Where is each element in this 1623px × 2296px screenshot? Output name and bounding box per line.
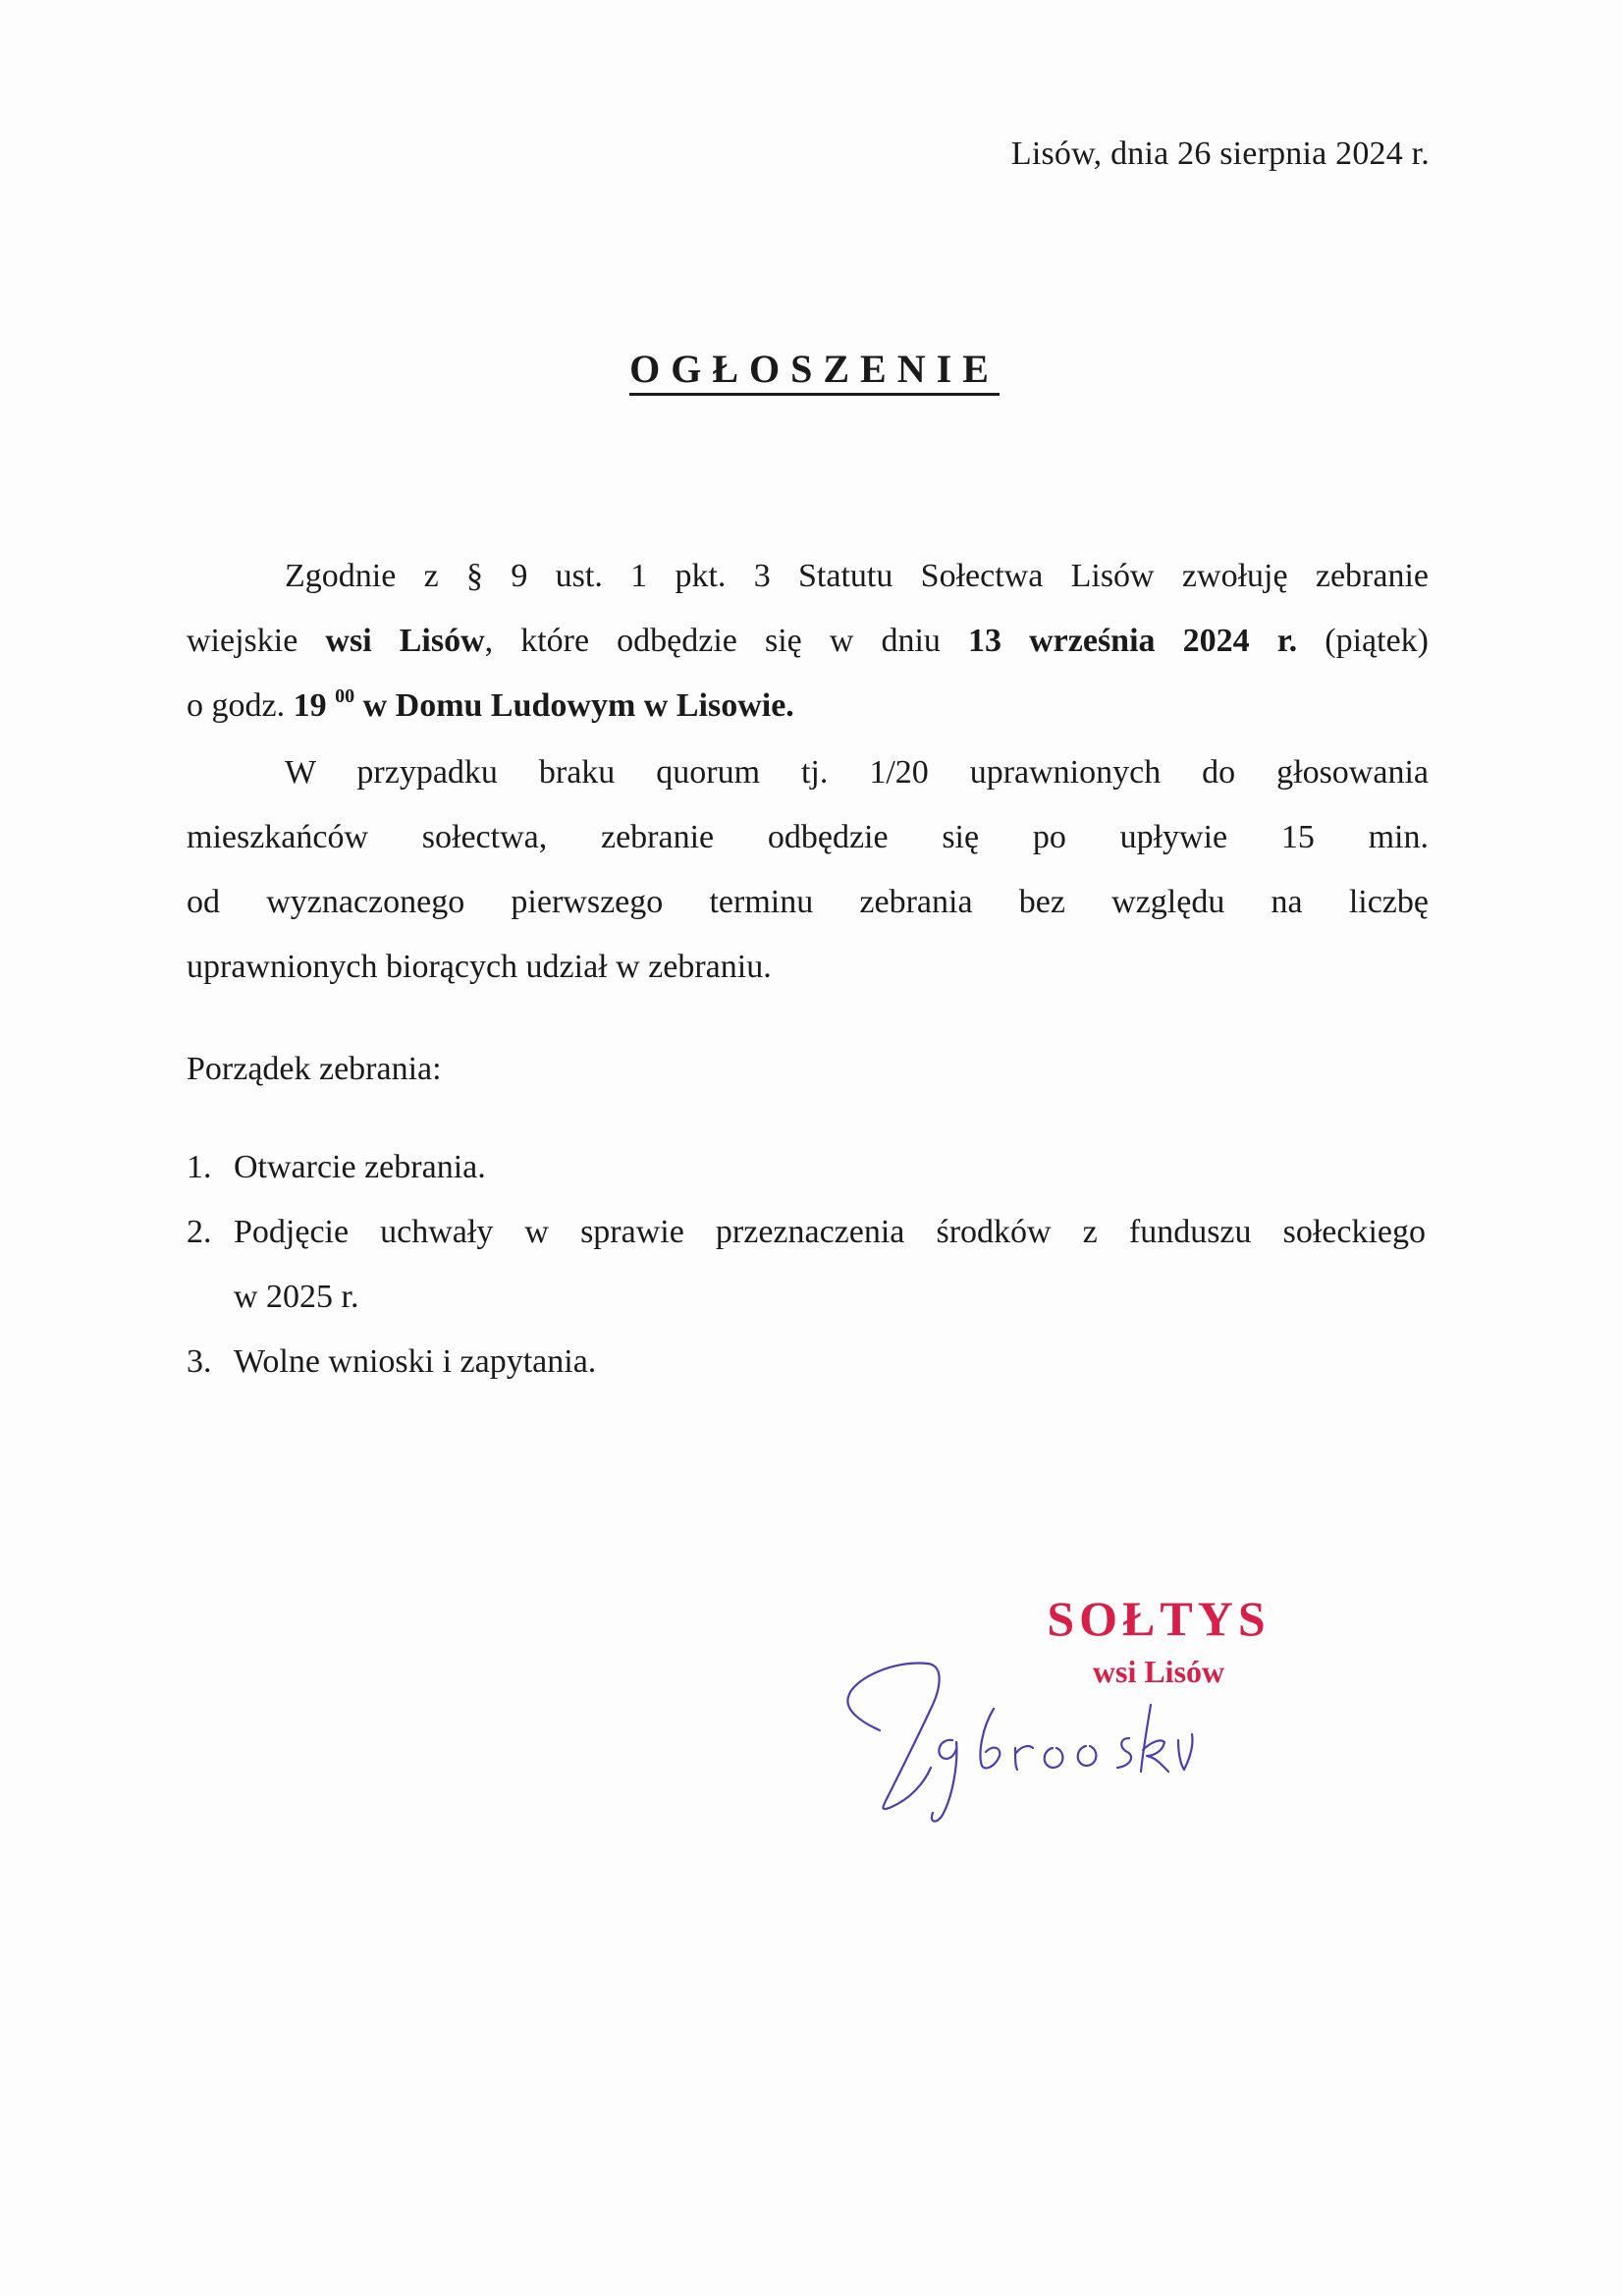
paragraph2-line3: od wyznaczonego pierwszego terminu zebrania bez względu na liczbę — [187, 884, 1429, 920]
handwritten-signature — [835, 1650, 1267, 1836]
meeting-minutes: 00 — [335, 685, 355, 707]
agenda-item-number: 1. — [187, 1149, 212, 1185]
document-title — [0, 346, 1623, 392]
meeting-time — [294, 687, 794, 724]
paragraph-quorum — [187, 740, 1429, 1000]
stamp-subtitle: wsi Lisów — [1092, 1654, 1225, 1689]
date-line: Lisów, dnia 26 sierpnia 2024 r. — [1010, 136, 1430, 172]
agenda-item-text-continued: w 2025 r. — [234, 1279, 359, 1315]
meeting-date: 13 września 2024 r. — [968, 623, 1298, 659]
agenda-item — [187, 1330, 1426, 1394]
title-text: OGŁOSZENIE — [629, 347, 1000, 396]
paragraph2-line2: mieszkańców sołectwa, zebranie odbędzie się po upływie 15 min. — [187, 819, 1429, 855]
agenda-item — [187, 1135, 1426, 1200]
paragraph1-line2 — [187, 609, 1429, 674]
meeting-hour: 19 — [293, 687, 327, 724]
agenda-item — [187, 1200, 1426, 1330]
text-fragment: wiejskie — [187, 623, 326, 659]
agenda-item-text: Wolne wnioski i zapytania. — [234, 1343, 597, 1380]
text-fragment: o godz. — [187, 687, 294, 724]
paragraph1-line3 — [187, 674, 1429, 738]
weekday: (piątek) — [1297, 623, 1429, 659]
text-fragment: , które odbędzie się w dniu — [484, 623, 969, 659]
meeting-place: w Domu Ludowym w Lisowie. — [354, 687, 794, 724]
agenda-item-text: Podjęcie uchwały w sprawie przeznaczenia środków z funduszu sołeckiego — [234, 1214, 1426, 1250]
agenda-item-number: 3. — [187, 1343, 212, 1380]
agenda-list — [187, 1135, 1426, 1394]
agenda-item-text: Otwarcie zebrania. — [234, 1149, 486, 1185]
agenda-label: Porządek zebrania: — [187, 1051, 442, 1087]
paragraph-announcement — [187, 544, 1429, 738]
paragraph2-line1: W przypadku braku quorum tj. 1/20 uprawnionych do głosowania — [285, 754, 1429, 791]
agenda-item-number: 2. — [187, 1214, 212, 1250]
stamp-title: SOŁTYS — [1047, 1591, 1271, 1646]
paragraph1-line1: Zgodnie z § 9 ust. 1 pkt. 3 Statutu Sołectwa Lisów zwołuję zebranie — [285, 558, 1429, 594]
village-name: wsi Lisów — [325, 623, 485, 659]
paragraph2-line4: uprawnionych biorących udział w zebraniu. — [187, 949, 772, 985]
